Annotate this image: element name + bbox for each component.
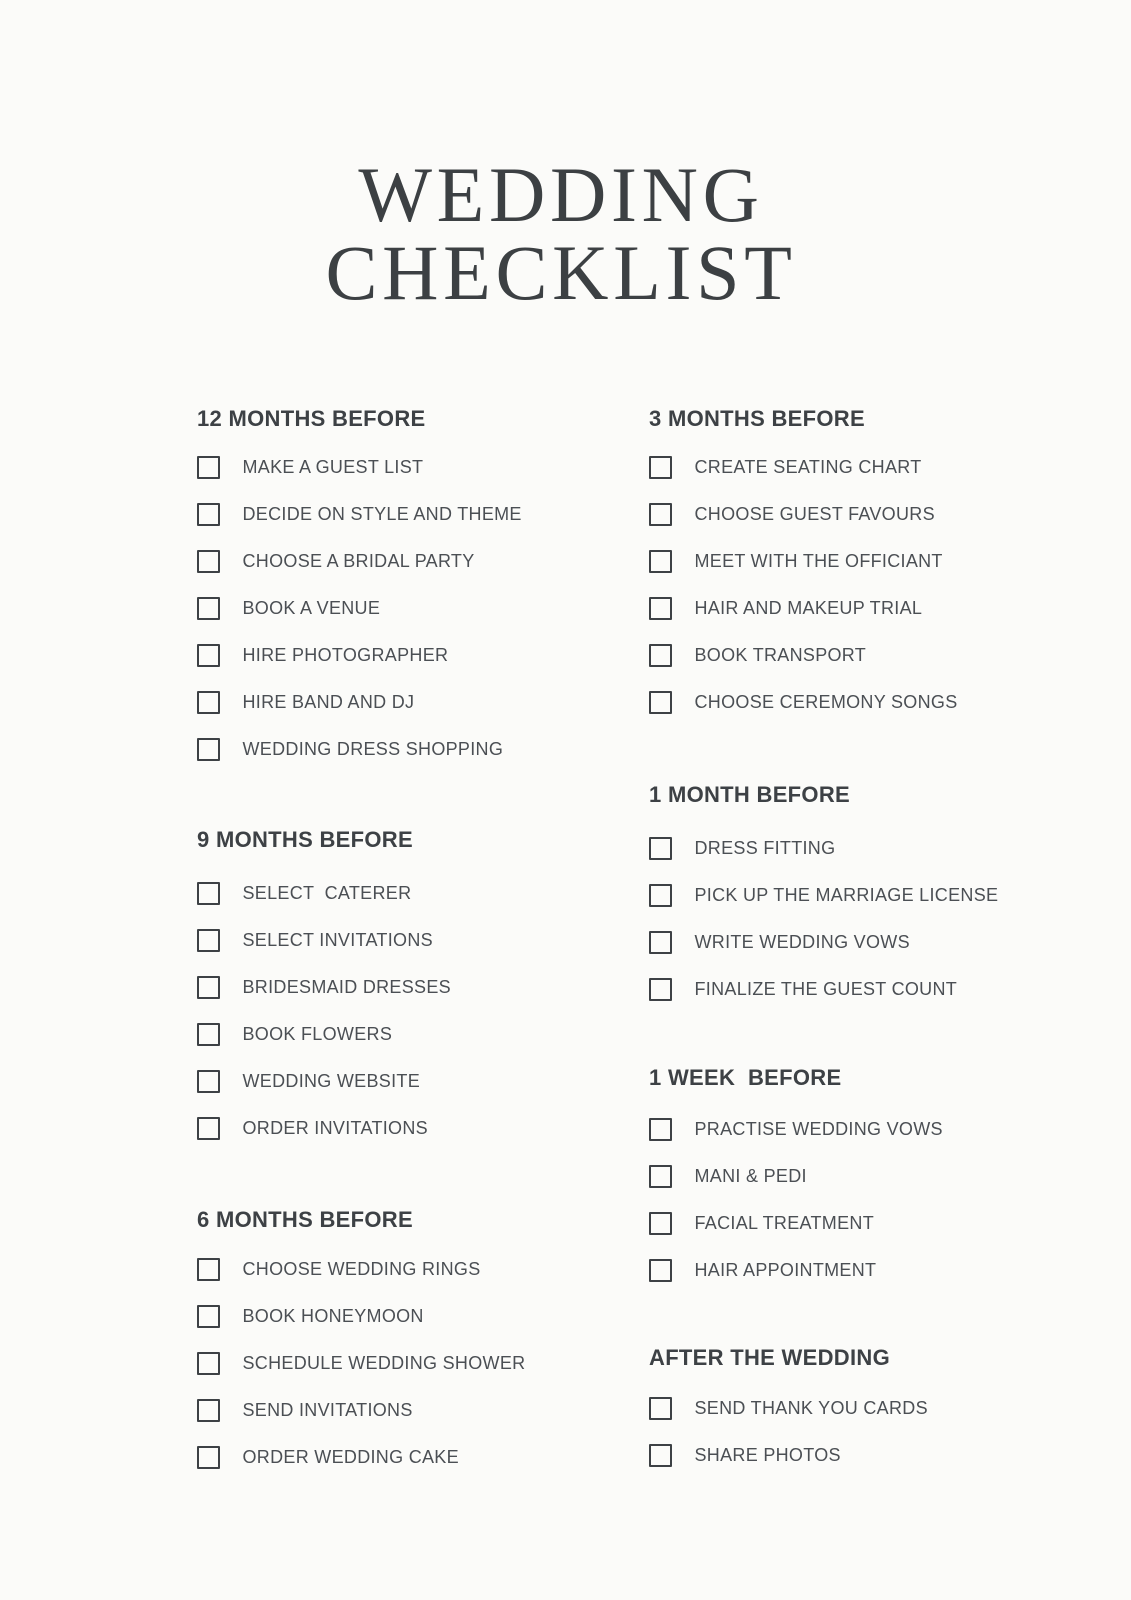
checklist-item (197, 1117, 637, 1140)
section-heading: 1 WEEK BEFORE (649, 1065, 842, 1090)
checklist-item-label: ORDER WEDDING CAKE (242, 1447, 459, 1467)
checklist-item (649, 456, 1089, 479)
checklist-item-label: CHOOSE CEREMONY SONGS (694, 692, 958, 712)
checkbox[interactable] (649, 691, 672, 714)
checklist-item-label: SELECT INVITATIONS (242, 930, 433, 950)
checkbox[interactable] (649, 837, 672, 860)
checkbox[interactable] (197, 1446, 220, 1469)
checklist-item (649, 1165, 1089, 1188)
checkbox[interactable] (197, 1070, 220, 1093)
checklist-item-label: CHOOSE WEDDING RINGS (242, 1259, 481, 1279)
checklist-item-label: SELECT CATERER (242, 883, 412, 903)
checklist-item (649, 931, 1089, 954)
checklist-item (649, 1259, 1089, 1282)
checklist-item (197, 1258, 637, 1281)
checkbox[interactable] (649, 1444, 672, 1467)
checklist-item-label: HIRE PHOTOGRAPHER (242, 645, 449, 665)
checklist-item (649, 691, 1089, 714)
checklist-item (649, 1444, 1089, 1467)
section-heading: 3 MONTHS BEFORE (649, 406, 865, 431)
checkbox[interactable] (649, 978, 672, 1001)
checklist-item-label: SEND INVITATIONS (242, 1400, 413, 1420)
checklist-item-label: CHOOSE GUEST FAVOURS (694, 504, 935, 524)
checklist-item-label: CREATE SEATING CHART (694, 457, 922, 477)
checkbox[interactable] (197, 503, 220, 526)
section-items (649, 1118, 1089, 1306)
checklist-item (197, 597, 637, 620)
checklist-item-label: MAKE A GUEST LIST (242, 457, 424, 477)
checkbox[interactable] (649, 1165, 672, 1188)
checkbox[interactable] (197, 1117, 220, 1140)
checklist-item (197, 550, 637, 573)
checklist-item-label: BOOK FLOWERS (242, 1024, 393, 1044)
checklist-item-label: BRIDESMAID DRESSES (242, 977, 451, 997)
checkbox[interactable] (649, 1118, 672, 1141)
checklist-item-label: MEET WITH THE OFFICIANT (694, 551, 943, 571)
checklist-item (649, 1397, 1089, 1420)
section-items (197, 1258, 637, 1493)
section-items (649, 837, 1089, 1025)
checklist-item (197, 1023, 637, 1046)
section-heading: 6 MONTHS BEFORE (197, 1207, 413, 1232)
checkbox[interactable] (197, 691, 220, 714)
page-title (0, 151, 1122, 316)
page-title-line-2: CHECKLIST (325, 229, 797, 316)
checkbox[interactable] (197, 550, 220, 573)
checkbox[interactable] (197, 1023, 220, 1046)
section-1-month-before (649, 782, 1089, 999)
checklist-item (197, 644, 637, 667)
checklist-item-label: BOOK A VENUE (242, 598, 381, 618)
section-12-months-before (197, 406, 637, 759)
checkbox[interactable] (649, 1397, 672, 1420)
checklist-item (649, 597, 1089, 620)
section-9-months-before (197, 827, 637, 1138)
checkbox[interactable] (197, 1258, 220, 1281)
checklist-item (649, 978, 1089, 1001)
checkbox[interactable] (197, 738, 220, 761)
checklist-item-label: DECIDE ON STYLE AND THEME (242, 504, 522, 524)
checklist-item (197, 691, 637, 714)
checklist-item (649, 884, 1089, 907)
section-3-months-before (649, 406, 1089, 712)
page-title-line-1: WEDDING (358, 151, 764, 238)
section-heading: 12 MONTHS BEFORE (197, 406, 426, 431)
checklist-item-label: FINALIZE THE GUEST COUNT (694, 979, 958, 999)
checklist-item (197, 1305, 637, 1328)
checkbox[interactable] (649, 644, 672, 667)
section-items (197, 456, 637, 785)
checklist-item-label: MANI & PEDI (694, 1166, 807, 1186)
checklist-item (197, 882, 637, 905)
checkbox[interactable] (197, 597, 220, 620)
checkbox[interactable] (197, 456, 220, 479)
checklist-item-label: SEND THANK YOU CARDS (694, 1398, 928, 1418)
section-heading: AFTER THE WEDDING (649, 1345, 890, 1370)
checkbox[interactable] (649, 550, 672, 573)
checkbox[interactable] (649, 884, 672, 907)
checklist-item-label: WRITE WEDDING VOWS (694, 932, 910, 952)
checkbox[interactable] (197, 976, 220, 999)
checkbox[interactable] (649, 597, 672, 620)
checkbox[interactable] (649, 931, 672, 954)
checklist-item (649, 1118, 1089, 1141)
checklist-item (197, 503, 637, 526)
checklist-item-label: BOOK TRANSPORT (694, 645, 867, 665)
checklist-item (649, 503, 1089, 526)
checklist-item (197, 456, 637, 479)
checklist-item-label: FACIAL TREATMENT (694, 1213, 874, 1233)
checklist-item (197, 1352, 637, 1375)
checklist-item-label: PRACTISE WEDDING VOWS (694, 1119, 943, 1139)
checklist-item-label: SCHEDULE WEDDING SHOWER (242, 1353, 526, 1373)
section-after-the-wedding (649, 1345, 1089, 1465)
checklist-item (649, 644, 1089, 667)
section-6-months-before (197, 1207, 637, 1467)
checkbox[interactable] (197, 1352, 220, 1375)
section-items (649, 456, 1089, 738)
section-items (649, 1397, 1089, 1491)
checklist-item (197, 1070, 637, 1093)
checklist-item-label: HAIR APPOINTMENT (694, 1260, 877, 1280)
checklist-item-label: SHARE PHOTOS (694, 1445, 841, 1465)
checklist-item-label: PICK UP THE MARRIAGE LICENSE (694, 885, 999, 905)
section-heading: 9 MONTHS BEFORE (197, 827, 413, 852)
checkbox[interactable] (197, 929, 220, 952)
checkbox[interactable] (197, 1399, 220, 1422)
checklist-item (197, 1446, 637, 1469)
checklist-item (197, 929, 637, 952)
checklist-item-label: BOOK HONEYMOON (242, 1306, 424, 1326)
checklist-item (197, 1399, 637, 1422)
checklist-item (649, 550, 1089, 573)
section-heading: 1 MONTH BEFORE (649, 782, 850, 807)
checklist-item (649, 837, 1089, 860)
checklist-item-label: HIRE BAND AND DJ (242, 692, 415, 712)
checkbox[interactable] (649, 1259, 672, 1282)
checkbox[interactable] (197, 882, 220, 905)
checkbox[interactable] (649, 1212, 672, 1235)
checklist-item-label: CHOOSE A BRIDAL PARTY (242, 551, 475, 571)
checklist-item-label: WEDDING DRESS SHOPPING (242, 739, 504, 759)
checkbox[interactable] (197, 1305, 220, 1328)
section-items (197, 882, 637, 1164)
checklist-item-label: DRESS FITTING (694, 838, 836, 858)
checkbox[interactable] (649, 503, 672, 526)
checklist-item-label: WEDDING WEBSITE (242, 1071, 421, 1091)
checkbox[interactable] (649, 456, 672, 479)
checklist-item (197, 738, 637, 761)
checklist-item (649, 1212, 1089, 1235)
checklist-item-label: ORDER INVITATIONS (242, 1118, 428, 1138)
checklist-item (197, 976, 637, 999)
checkbox[interactable] (197, 644, 220, 667)
section-1-week-before (649, 1065, 1089, 1280)
checklist-item-label: HAIR AND MAKEUP TRIAL (694, 598, 923, 618)
